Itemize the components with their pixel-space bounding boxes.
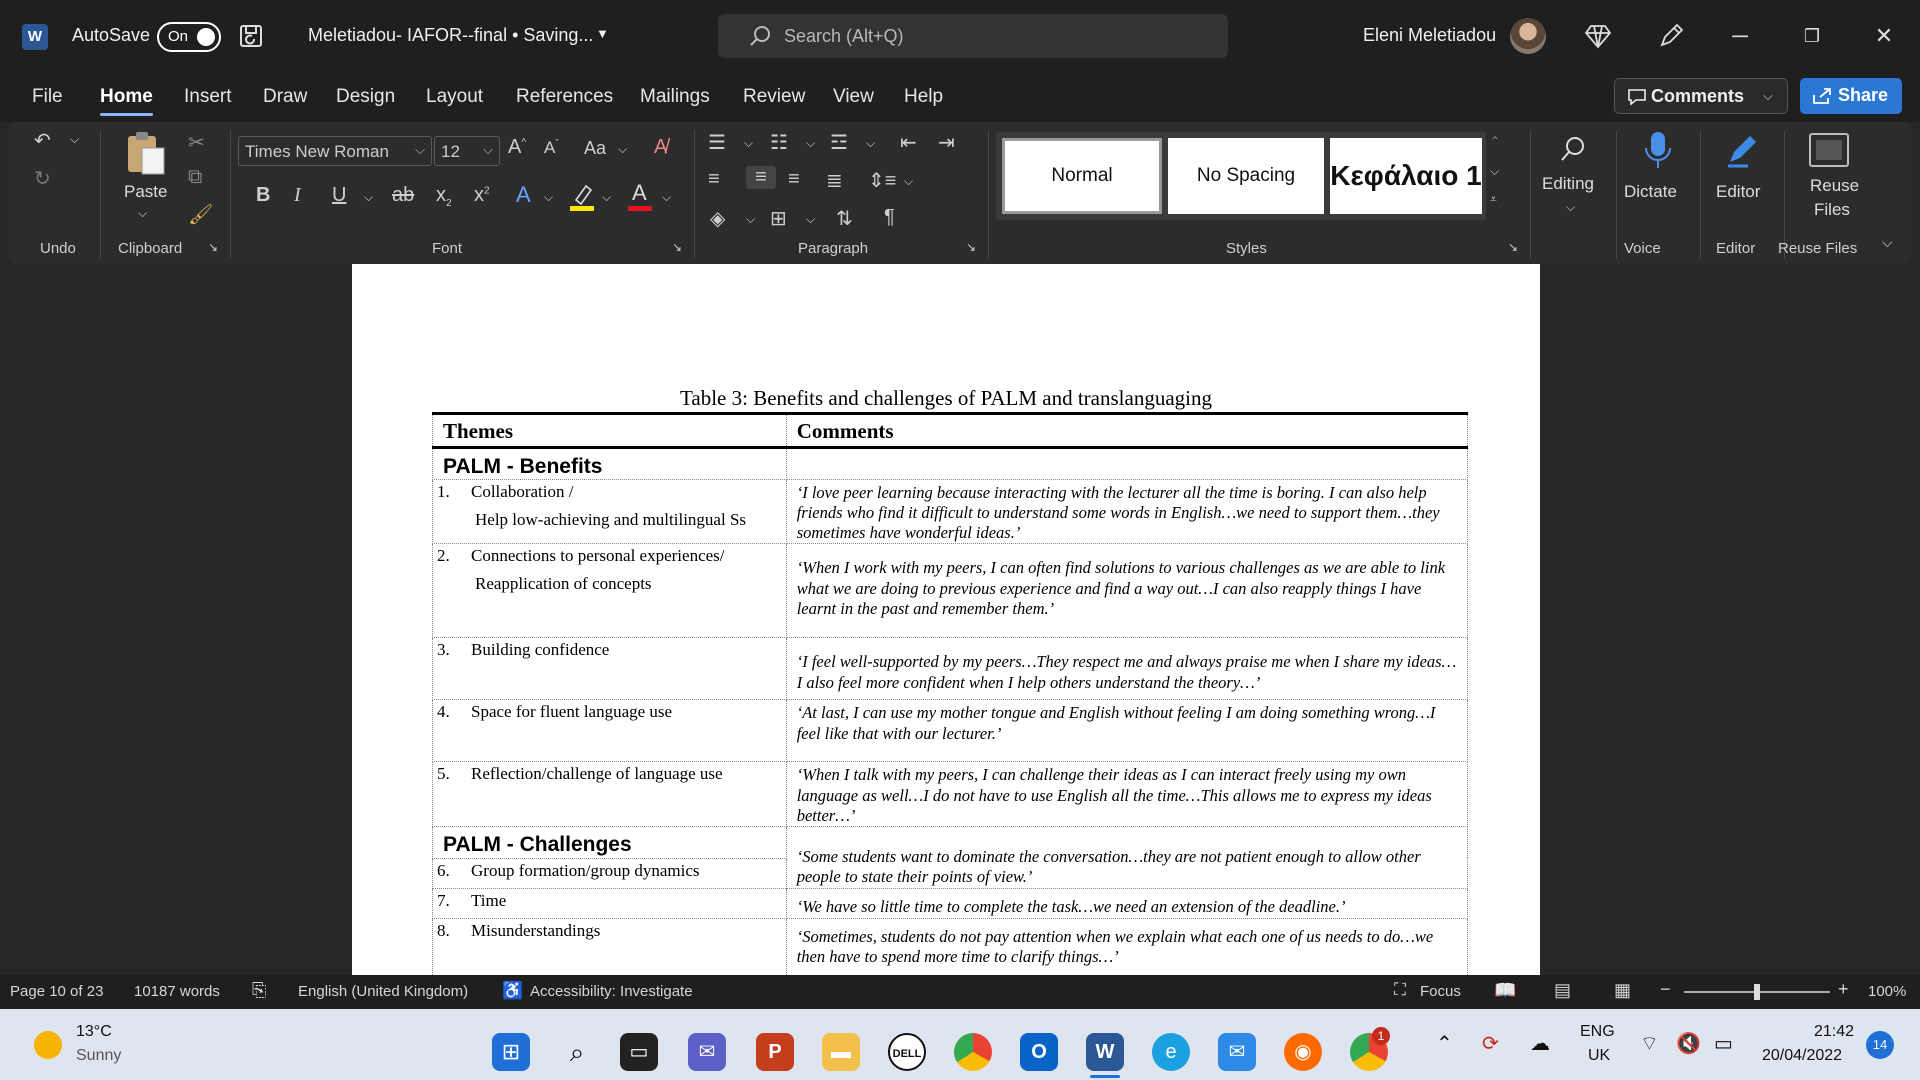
search-icon[interactable]: ⌕ bbox=[569, 1037, 585, 1067]
menu-file[interactable]: File bbox=[32, 86, 63, 107]
menu-review[interactable]: Review bbox=[743, 86, 806, 107]
document-page[interactable] bbox=[352, 264, 1540, 975]
minimize-button[interactable]: ─ bbox=[1732, 23, 1748, 48]
row-number: 6. bbox=[437, 860, 450, 880]
style-normal[interactable]: Normal bbox=[1002, 138, 1162, 214]
comment-cell: ‘Some students want to dominate the conversation…they are not patient enough to allow other people to state their points of view.’ bbox=[786, 826, 1467, 888]
clear-formatting-icon[interactable]: A̸ bbox=[654, 136, 668, 158]
menu-draw[interactable]: Draw bbox=[263, 86, 308, 107]
theme-text: Connections to personal experiences/ bbox=[471, 546, 725, 566]
style-no-spacing[interactable]: No Spacing bbox=[1168, 138, 1324, 214]
weather-temperature[interactable]: 13°C bbox=[76, 1023, 112, 1040]
search-placeholder: Search (Alt+Q) bbox=[784, 26, 904, 46]
styles-scroll-down-icon[interactable]: ⌵ bbox=[1490, 164, 1500, 178]
row-number: 4. bbox=[437, 702, 450, 722]
print-layout-icon[interactable]: ▤ bbox=[1554, 980, 1572, 1000]
table-caption: Table 3: Benefits and challenges of PALM and translanguaging bbox=[680, 386, 1212, 410]
dialog-launcher-icon[interactable]: ↘ bbox=[1508, 240, 1519, 254]
superscript-icon[interactable]: $x^2$ bbox=[474, 184, 490, 206]
strikethrough-icon[interactable]: ab bbox=[392, 184, 415, 206]
microphone-icon bbox=[1642, 130, 1674, 170]
menu-bar bbox=[0, 72, 1920, 122]
theme-cell bbox=[433, 762, 787, 826]
editor-pen-icon bbox=[1724, 132, 1760, 170]
row-number: 1. bbox=[437, 482, 450, 501]
row-number: 3. bbox=[437, 640, 450, 660]
comments-label: Comments bbox=[1651, 86, 1745, 106]
row-number: 5. bbox=[437, 764, 450, 784]
word-taskbar-icon[interactable]: W bbox=[1086, 1033, 1124, 1071]
comment-cell: ‘When I work with my peers, I can often find solutions to various challenges as we are able to link what we are doing to previous experience and find a way out…I can also reapply things I have learnt in the past and remember them.’ bbox=[786, 544, 1467, 638]
battery-icon[interactable]: ▭ bbox=[1714, 1033, 1733, 1055]
font-color-icon[interactable]: A bbox=[626, 180, 654, 212]
chevron-down-icon[interactable]: ⌵ bbox=[746, 212, 756, 226]
font-size-select[interactable] bbox=[434, 136, 500, 166]
language-code[interactable]: ENG bbox=[1580, 1023, 1615, 1040]
font-size-value: 12 bbox=[441, 142, 460, 161]
reuse-files-button[interactable] bbox=[1790, 130, 1870, 236]
font-name-value: Times New Roman bbox=[245, 142, 389, 161]
theme-text: Help low-achieving and multilingual Ss bbox=[475, 510, 747, 529]
section-row bbox=[433, 826, 1468, 858]
table-row bbox=[433, 700, 1468, 762]
mail-icon[interactable]: ✉ bbox=[1218, 1033, 1256, 1071]
page-count[interactable]: Page 10 of 23 bbox=[10, 983, 104, 1000]
active-app-indicator bbox=[1090, 1075, 1120, 1078]
shading-icon[interactable]: ◈ bbox=[710, 208, 726, 230]
menu-view[interactable]: View bbox=[833, 86, 874, 107]
align-left-icon[interactable]: ≡ bbox=[708, 168, 720, 190]
theme-cell bbox=[433, 544, 787, 638]
chevron-down-icon[interactable]: ⌵ bbox=[618, 142, 628, 156]
increase-indent-icon[interactable]: ⇥ bbox=[938, 132, 955, 154]
chevron-down-icon: ⌵ bbox=[1763, 88, 1773, 103]
zoom-slider-thumb[interactable] bbox=[1754, 984, 1760, 1000]
chevron-up-icon[interactable]: ⌃ bbox=[1436, 1033, 1453, 1055]
divider bbox=[1784, 130, 1785, 258]
chevron-down-icon[interactable]: ⌵ bbox=[806, 136, 816, 150]
copy-icon[interactable]: ⧉ bbox=[188, 166, 203, 188]
comment-cell: ‘At last, I can use my mother tongue and English without feeling I am doing something wrong…I feel like that with our lecturer.’ bbox=[786, 700, 1467, 762]
zoom-level[interactable]: 100% bbox=[1868, 983, 1907, 1000]
chevron-down-icon[interactable]: ⌵ bbox=[806, 212, 816, 226]
chevron-down-icon[interactable]: ⌵ bbox=[866, 136, 876, 150]
highlight-color-icon[interactable] bbox=[568, 182, 596, 212]
cut-icon[interactable]: ✂ bbox=[188, 132, 205, 154]
row-number: 8. bbox=[437, 920, 450, 940]
share-button[interactable] bbox=[1800, 78, 1902, 114]
change-case-icon[interactable]: Aa bbox=[584, 138, 607, 158]
align-right-icon[interactable]: ≡ bbox=[788, 168, 800, 190]
theme-text: Group formation/group dynamics bbox=[471, 860, 700, 880]
chevron-down-icon[interactable]: ⌵ bbox=[544, 190, 554, 204]
theme-text: Reflection/challenge of language use bbox=[471, 764, 723, 784]
autosave-label: AutoSave bbox=[72, 25, 151, 45]
comment-icon bbox=[1627, 88, 1647, 106]
dictate-button[interactable] bbox=[1620, 130, 1696, 236]
menu-insert[interactable]: Insert bbox=[184, 86, 232, 107]
restore-button[interactable]: ❐ bbox=[1803, 26, 1821, 46]
chevron-down-icon[interactable]: ▼ bbox=[596, 26, 609, 41]
powerpoint-icon[interactable]: P bbox=[756, 1033, 794, 1071]
task-view-icon[interactable]: ▭ bbox=[620, 1033, 658, 1071]
decrease-indent-icon[interactable]: ⇤ bbox=[900, 132, 917, 154]
sort-icon[interactable]: ⇅ bbox=[836, 208, 853, 230]
word-app-icon: W bbox=[22, 24, 48, 50]
table-row bbox=[433, 888, 1468, 918]
section-row bbox=[433, 448, 1468, 480]
divider bbox=[988, 130, 989, 258]
pen-icon[interactable] bbox=[1657, 22, 1685, 55]
diamond-icon[interactable] bbox=[1584, 22, 1612, 55]
reuse-label-1: Reuse bbox=[1810, 176, 1860, 195]
dialog-launcher-icon[interactable]: ↘ bbox=[208, 240, 219, 254]
row-number: 7. bbox=[437, 890, 450, 910]
language-status[interactable]: English (United Kingdom) bbox=[298, 983, 469, 1000]
theme-cell bbox=[433, 858, 787, 888]
chevron-down-icon[interactable]: ⌵ bbox=[70, 132, 80, 146]
file-explorer-icon[interactable]: ▬ bbox=[822, 1033, 860, 1071]
shrink-font-icon[interactable]: $A^ˇ$ bbox=[544, 138, 559, 157]
divider bbox=[100, 130, 101, 258]
theme-text: Misunderstandings bbox=[471, 920, 601, 940]
chevron-down-icon[interactable]: ⌵ bbox=[138, 206, 148, 220]
redo-icon[interactable]: ↻ bbox=[34, 168, 51, 190]
align-center-icon[interactable]: ≡ bbox=[746, 166, 776, 189]
numbering-icon[interactable]: ☷ bbox=[770, 132, 788, 154]
proofing-icon[interactable]: ⎘ bbox=[252, 980, 267, 1000]
theme-cell bbox=[433, 700, 787, 762]
paragraph-group-label: Paragraph bbox=[798, 240, 869, 257]
styles-group-label: Styles bbox=[1226, 240, 1267, 257]
format-painter-icon[interactable]: 🖌 bbox=[188, 204, 214, 226]
comment-cell: ‘I love peer learning because interacting with the lecturer all the time is boring. I can also help friends who find it difficult to understand some words in English…we need to support them…they sometimes have wonderful ideas.’ bbox=[786, 480, 1467, 544]
editor-group-label: Editor bbox=[1716, 240, 1756, 257]
show-formatting-icon[interactable]: ¶ bbox=[884, 206, 895, 228]
chevron-down-icon: ⌵ bbox=[1566, 200, 1576, 214]
chevron-down-icon[interactable]: ⌵ bbox=[364, 190, 374, 204]
bullets-icon[interactable]: ☰ bbox=[708, 132, 726, 154]
voice-group-label: Voice bbox=[1624, 240, 1661, 257]
reuse-files-icon bbox=[1808, 132, 1850, 168]
focus-icon[interactable]: ⛶ bbox=[1394, 980, 1406, 999]
taskbar bbox=[0, 1009, 1920, 1080]
web-layout-icon[interactable]: ▦ bbox=[1614, 980, 1632, 1000]
theme-text: Reapplication of concepts bbox=[475, 574, 652, 594]
ribbon bbox=[8, 122, 1912, 264]
theme-text: Space for fluent language use bbox=[471, 702, 673, 722]
theme-cell bbox=[433, 638, 787, 700]
search-box[interactable] bbox=[718, 14, 1228, 58]
clipboard-group-label: Clipboard bbox=[118, 240, 183, 257]
zoom-in-icon[interactable]: + bbox=[1838, 979, 1849, 999]
theme-text: Building confidence bbox=[471, 640, 610, 660]
sync-icon[interactable]: ⟳ bbox=[1482, 1033, 1499, 1055]
subscript-icon[interactable]: $x_2$ bbox=[436, 184, 452, 209]
styles-scroll-up-icon[interactable]: ⌃ bbox=[1490, 134, 1501, 148]
search-icon bbox=[748, 24, 772, 48]
chrome-icon[interactable] bbox=[954, 1033, 992, 1071]
keyboard-region[interactable]: UK bbox=[1588, 1047, 1611, 1064]
weather-condition[interactable]: Sunny bbox=[76, 1047, 122, 1064]
comments-button[interactable] bbox=[1614, 78, 1788, 114]
editor-button[interactable] bbox=[1708, 130, 1778, 236]
focus-label[interactable]: Focus bbox=[1420, 983, 1461, 1000]
justify-icon[interactable]: ≣ bbox=[826, 170, 843, 192]
theme-cell bbox=[433, 888, 787, 918]
share-label: Share bbox=[1838, 85, 1889, 105]
menu-home[interactable]: Home bbox=[100, 86, 153, 107]
chevron-down-icon[interactable]: ⌵ bbox=[904, 174, 914, 188]
comment-cell: ‘I feel well-supported by my peers…They respect me and always praise me when I share my ideas…I also feel more confident when I help others understand the theory…’ bbox=[786, 638, 1467, 700]
title-bar bbox=[0, 0, 1920, 72]
column-header: Comments bbox=[786, 414, 1467, 448]
table-cell bbox=[786, 448, 1467, 480]
find-icon bbox=[1558, 134, 1588, 164]
text-effects-icon[interactable]: A bbox=[516, 182, 531, 207]
menu-help[interactable]: Help bbox=[904, 86, 944, 107]
table-header-row bbox=[433, 414, 1468, 448]
dialog-launcher-icon[interactable]: ↘ bbox=[966, 240, 977, 254]
chevron-down-icon: ⌵ bbox=[483, 142, 493, 157]
theme-text: Collaboration / bbox=[471, 482, 574, 501]
editing-label: Editing bbox=[1542, 174, 1594, 193]
autosave-state: On bbox=[168, 28, 189, 45]
notification-count-badge[interactable]: 14 bbox=[1866, 1031, 1894, 1059]
firefox-icon[interactable]: ◉ bbox=[1284, 1033, 1322, 1071]
divider bbox=[694, 130, 695, 258]
styles-more-icon[interactable]: ⩡ bbox=[1490, 192, 1497, 206]
multilevel-list-icon[interactable]: ☲ bbox=[830, 132, 848, 154]
document-canvas bbox=[0, 264, 1920, 975]
line-spacing-icon[interactable]: ⇕≡ bbox=[868, 170, 897, 192]
outlook-icon[interactable]: O bbox=[1020, 1033, 1058, 1071]
font-group-label: Font bbox=[432, 240, 463, 257]
benefits-challenges-table bbox=[432, 412, 1468, 975]
divider bbox=[230, 130, 231, 258]
dialog-launcher-icon[interactable]: ↘ bbox=[672, 240, 683, 254]
teams-chat-icon[interactable]: ✉ bbox=[688, 1033, 726, 1071]
toggle-knob bbox=[197, 28, 215, 46]
word-count[interactable]: 10187 words bbox=[134, 983, 220, 1000]
divider bbox=[1616, 130, 1617, 258]
volume-muted-icon[interactable]: 🔇 bbox=[1676, 1033, 1701, 1055]
zoom-out-icon[interactable]: − bbox=[1660, 979, 1671, 999]
clock-time[interactable]: 21:42 bbox=[1814, 1023, 1855, 1040]
accessibility-status[interactable]: Accessibility: Investigate bbox=[530, 983, 693, 1000]
comment-cell: ‘Sometimes, students do not pay attention when we explain what each one of us needs to do…we then have to spend more time to clarify things…’ bbox=[786, 918, 1467, 975]
autosave-toggle[interactable] bbox=[157, 22, 221, 52]
menu-mailings[interactable]: Mailings bbox=[640, 86, 710, 107]
underline-icon[interactable]: U bbox=[332, 184, 347, 206]
undo-icon[interactable]: ↶ bbox=[34, 130, 51, 152]
wifi-icon[interactable]: ⌔ bbox=[1640, 1033, 1659, 1055]
edge-icon[interactable]: e bbox=[1152, 1033, 1190, 1071]
divider bbox=[1530, 130, 1531, 258]
accessibility-icon: ♿ bbox=[502, 981, 524, 1000]
close-button[interactable]: ✕ bbox=[1874, 23, 1894, 48]
dell-icon[interactable]: DELL bbox=[888, 1033, 926, 1071]
reuse-group-label: Reuse Files bbox=[1778, 240, 1858, 257]
avatar[interactable] bbox=[1510, 18, 1546, 54]
comment-cell: ‘We have so little time to complete the task…we need an extension of the deadline.’ bbox=[786, 888, 1467, 918]
status-bar bbox=[0, 975, 1920, 1009]
undo-group-label: Undo bbox=[40, 240, 76, 257]
column-header: Themes bbox=[433, 414, 787, 448]
paste-label[interactable]: Paste bbox=[124, 182, 168, 201]
comment-cell: ‘When I talk with my peers, I can challenge their ideas as I can interact freely using my own language as well…I do not have to use English all the time…This allows me to express my ideas better…’ bbox=[786, 762, 1467, 826]
menu-layout[interactable]: Layout bbox=[426, 86, 484, 107]
theme-text: Time bbox=[471, 890, 507, 910]
table-row bbox=[433, 480, 1468, 544]
row-number: 2. bbox=[437, 546, 450, 566]
notification-badge: 1 bbox=[1372, 1027, 1390, 1045]
chevron-down-icon: ⌵ bbox=[415, 142, 425, 157]
theme-cell bbox=[433, 480, 787, 544]
user-name[interactable]: Eleni Meletiadou bbox=[1363, 25, 1497, 45]
chevron-down-icon[interactable]: ⌵ bbox=[662, 190, 672, 204]
clock-date[interactable]: 20/04/2022 bbox=[1762, 1047, 1843, 1064]
borders-icon[interactable]: ⊞ bbox=[770, 208, 787, 230]
divider bbox=[1700, 130, 1701, 258]
reuse-label-2: Files bbox=[1814, 200, 1850, 219]
ribbon-collapse-icon[interactable]: ⌵ bbox=[1882, 234, 1893, 250]
font-name-select[interactable] bbox=[238, 136, 432, 166]
table-row bbox=[433, 638, 1468, 700]
table-row bbox=[433, 762, 1468, 826]
editor-label: Editor bbox=[1716, 182, 1761, 201]
document-title[interactable]: Meletiadou- IAFOR--final • Saving... bbox=[308, 25, 594, 45]
paste-icon[interactable] bbox=[124, 130, 168, 176]
editing-button[interactable] bbox=[1538, 132, 1608, 232]
start-icon[interactable]: ⊞ bbox=[492, 1033, 530, 1071]
read-mode-icon[interactable]: 📖 bbox=[1494, 980, 1517, 1000]
table-row bbox=[433, 918, 1468, 975]
save-icon[interactable] bbox=[238, 23, 264, 49]
theme-cell bbox=[433, 918, 787, 975]
weather-sun-icon[interactable] bbox=[34, 1031, 62, 1059]
italic-icon[interactable]: I bbox=[294, 184, 301, 206]
style-heading-1[interactable]: Κεφάλαιο 1 bbox=[1330, 138, 1482, 214]
chevron-down-icon[interactable]: ⌵ bbox=[602, 190, 612, 204]
section-heading-challenges: PALM - Challenges bbox=[433, 826, 787, 858]
grow-font-icon[interactable]: A^ bbox=[508, 136, 527, 158]
bold-icon[interactable]: B bbox=[256, 184, 271, 206]
section-heading-benefits: PALM - Benefits bbox=[433, 448, 787, 480]
onedrive-icon[interactable]: ☁ bbox=[1530, 1033, 1550, 1055]
dictate-label: Dictate bbox=[1624, 182, 1677, 201]
menu-references[interactable]: References bbox=[516, 86, 614, 107]
table-row bbox=[433, 544, 1468, 638]
menu-design[interactable]: Design bbox=[336, 86, 396, 107]
chevron-down-icon[interactable]: ⌵ bbox=[744, 136, 754, 150]
share-icon bbox=[1812, 87, 1832, 105]
